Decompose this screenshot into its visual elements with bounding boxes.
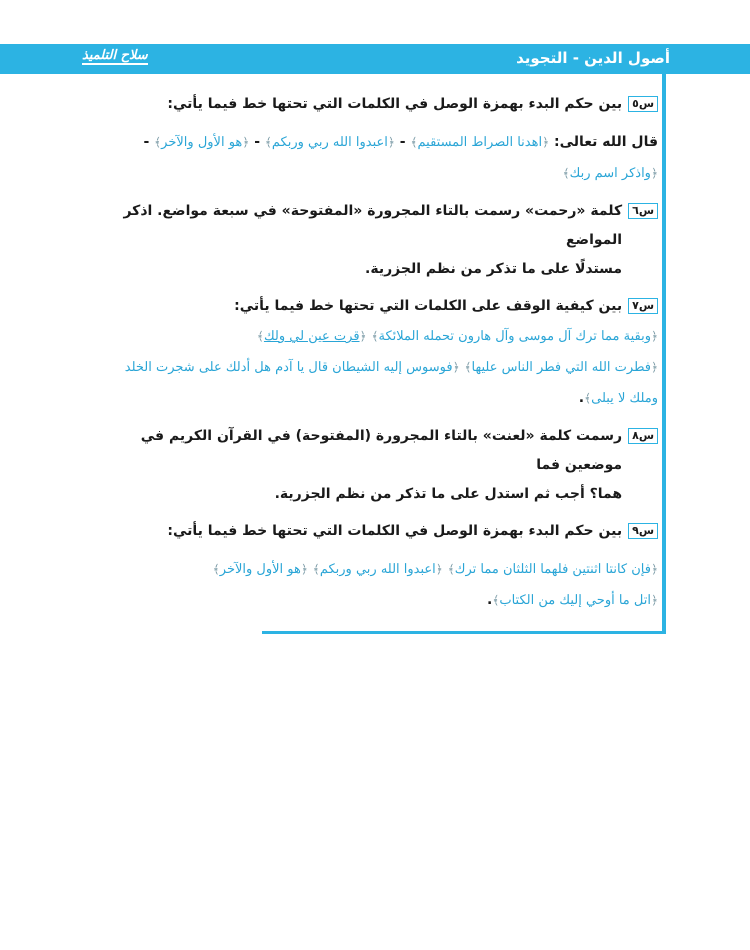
verse-text: هو الأول والآخر (219, 562, 301, 577)
question-7-verses-cont: ﴿فطرت الله التي فطر الناس عليها﴾ ﴿فوسوس إليه الشيطان قال يا آدم هل أدلك على شجرت الخلد (124, 360, 658, 375)
question-5-verses-cont: ﴿واذكر اسم ربك﴾ (562, 166, 658, 181)
question-5 (90, 90, 658, 119)
verse-text: اتل ما أوحي إليك من الكتاب (499, 593, 651, 608)
page-title: أصول الدين - التجويد (516, 49, 670, 67)
question-7-verses-end: وملك لا يبلى﴾. (578, 390, 658, 406)
question-7 (90, 292, 658, 321)
frame-right-border (662, 74, 666, 634)
question-badge: س٦ (628, 203, 658, 219)
question-badge: س٧ (628, 298, 658, 314)
question-9-verses-cont: ﴿اتل ما أوحي إليك من الكتاب﴾. (487, 592, 658, 608)
question-badge: س٥ (628, 96, 658, 112)
verse-text: اعبدوا الله ربي وربكم (271, 135, 388, 150)
question-9-verses: ﴿فإن كانتا اثنتين فلهما الثلثان مما ترك﴾ ﴿اعبدوا الله ربي وربكم﴾ ﴿هو الأول والآخر﴾ (212, 562, 658, 577)
verse-text: اهدنا الصراط المستقيم (417, 135, 543, 150)
questions-content (90, 82, 658, 616)
verse-text: اعبدوا الله ربي وربكم (319, 562, 436, 577)
verse-text: قرت عين لي ولك (263, 329, 360, 344)
question-badge: س٨ (628, 428, 658, 444)
question-7-verses: ﴿وبقية مما ترك آل موسى وآل هارون تحمله الملائكة﴾ ﴿قرت عين لي ولك﴾ (256, 329, 658, 344)
question-8 (90, 422, 658, 509)
question-9 (90, 517, 658, 546)
question-text: بين كيفية الوقف على الكلمات التي تحتها خط فيما يأتي: (234, 298, 623, 314)
verse-text: واذكر اسم ربك (569, 166, 651, 181)
verse-text: وبقية مما ترك آل موسى وآل هارون تحمله الملائكة (378, 329, 651, 344)
question-text: رسمت كلمة «لعنت» بالتاء المجرورة (المفتوحة) في القرآن الكريم في موضعين فما هما؟ أجب ثم استدل على ما تذكر من نظم الجزرية. (140, 428, 623, 502)
frame-bottom-border (262, 631, 666, 634)
verse-text: فوسوس إليه الشيطان قال يا آدم هل أدلك على شجرت الخلد (124, 360, 453, 375)
verse-text: وملك لا يبلى (591, 391, 658, 406)
question-badge: س٩ (628, 523, 658, 539)
verse-text: هو الأول والآخر (161, 135, 243, 150)
question-text: بين حكم البدء بهمزة الوصل في الكلمات التي تحتها خط فيما يأتي: (167, 523, 623, 539)
verse-text: فإن كانتا اثنتين فلهما الثلثان مما ترك (454, 562, 651, 577)
question-text: بين حكم البدء بهمزة الوصل في الكلمات التي تحتها خط فيما يأتي: (167, 96, 623, 112)
page-header (0, 44, 750, 74)
question-6 (90, 197, 658, 284)
verse-text: فطرت الله التي فطر الناس عليها (471, 360, 651, 375)
verse-intro: قال الله تعالى: (553, 134, 658, 150)
brand-logo: سلاح التلميذ (82, 48, 148, 63)
question-5-verses: قال الله تعالى: ﴿اهدنا الصراط المستقيم﴾ - ﴿اعبدوا الله ربي وربكم﴾ - ﴿هو الأول والآخر﴾ - (143, 134, 658, 150)
question-text: كلمة «رحمت» رسمت بالتاء المجرورة «المفتوحة» في سبعة مواضع. اذكر المواضع مستدلًا على ما تذكر من نظم الجزرية. (123, 203, 623, 277)
